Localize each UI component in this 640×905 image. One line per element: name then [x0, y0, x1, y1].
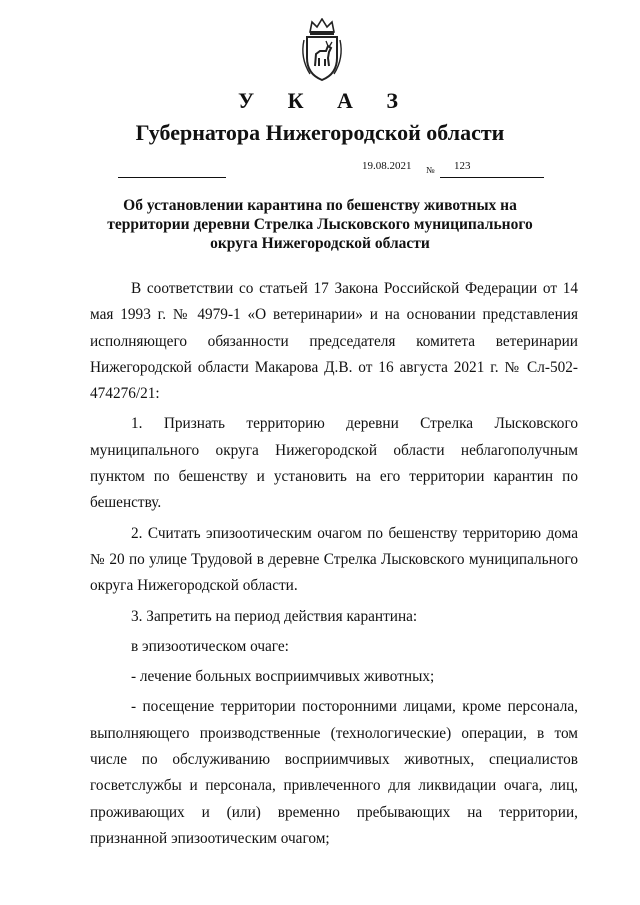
signature-blank-line [118, 177, 226, 178]
paragraph-restriction-1: - лечение больных восприимчивых животных; [131, 668, 435, 686]
document-heading: Об установлении карантина по бешенству животных на территории деревни Стрелка Лысковского муниципального округа Нижегородской области [107, 197, 533, 252]
coat-of-arms-icon [298, 18, 346, 82]
paragraph-focus-label: в эпизоотическом очаге: [131, 637, 289, 655]
paragraph-item-1: 1. Признать территорию деревни Стрелка Лысковского муниципального округа Нижегородской области неблагополучным пунктом по бешенству и установить на его территории карантин по бешенству. [90, 415, 578, 512]
paragraph-item-2: 2. Считать эпизоотическим очагом по бешенству территорию дома № 20 по улице Трудовой в деревне Стрелка Лысковского муниципального округа Нижегородской области. [90, 524, 578, 595]
decree-subtitle: Губернатора Нижегородской области [135, 120, 505, 145]
paragraph-item-3: 3. Запретить на период действия карантина: [131, 607, 418, 625]
paragraph-preamble: В соответствии со статьей 17 Закона Российской Федерации от 14 мая 1993 г. № 4979-1 «О ветеринарии» и на основании представления исполняющего обязанности председателя комитета ветеринарии Нижегородской области Макарова Д.В. от 16 августа 2021 г. № Сл-502-474276/21: [90, 280, 578, 403]
number-sign: № [426, 165, 435, 175]
number-blank-line [440, 177, 544, 178]
decree-date: 19.08.2021 [362, 160, 412, 172]
decree-number: 123 [454, 160, 471, 172]
document-body [90, 276, 578, 852]
decree-title: У К А З [237, 88, 413, 113]
paragraph-restriction-2: - посещение территории посторонними лицами, кроме персонала, выполняющего производственные (технологические) операции, в том числе по обслуживанию восприимчивых животных, специалистов госветслужбы и персонала, привлеченного для ликвидации очага, лиц, проживающих и (или) временно пребывающих на территории, признанной эпизоотическим очагом; [90, 698, 578, 847]
